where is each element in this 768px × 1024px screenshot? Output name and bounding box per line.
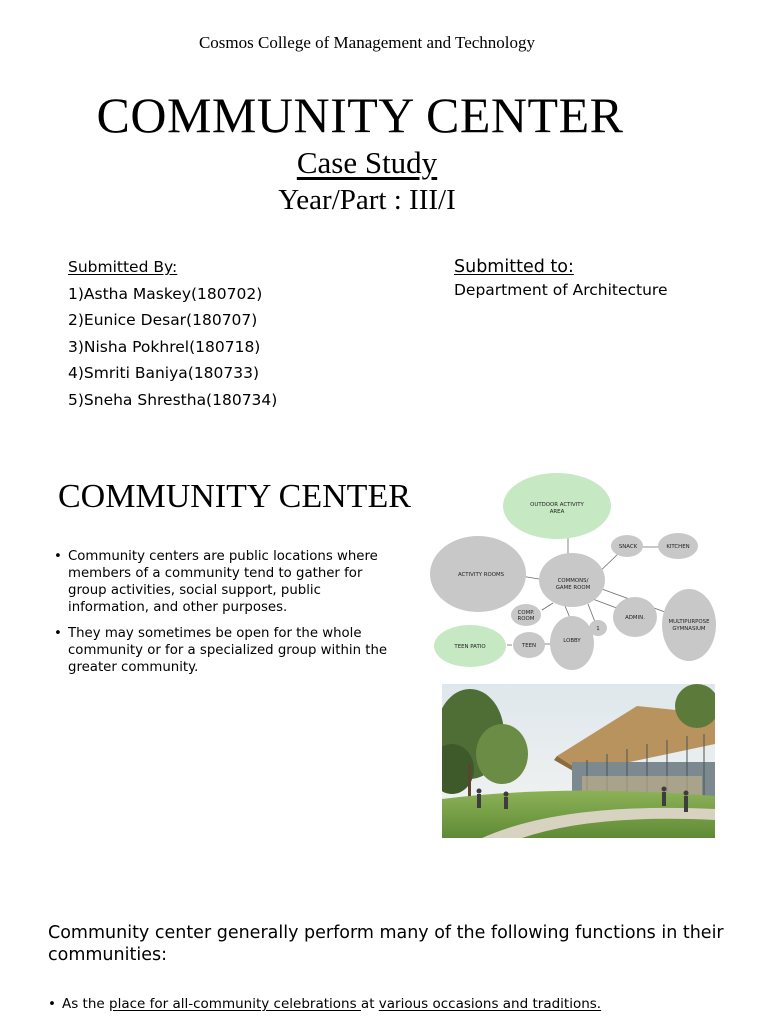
list-item: • They may sometimes be open for the whole community or for a specialized group within the greater community. <box>54 625 394 676</box>
year-part: Year/Part : III/I <box>278 184 456 216</box>
bubble-diagram <box>425 470 725 675</box>
label-kitchen: KITCHEN <box>666 544 690 550</box>
page-title: COMMUNITY CENTER <box>96 87 624 143</box>
submitted-by-heading: Submitted By: <box>68 258 178 276</box>
label-multi-2: GYMNASIUM <box>672 626 706 632</box>
item-prefix: As the <box>62 996 110 1012</box>
college-name: Cosmos College of Management and Technology <box>198 33 536 52</box>
community-center-rendering <box>442 684 715 838</box>
label-lobby: LOBBY <box>563 638 581 644</box>
label-commons-2: GAME ROOM <box>555 585 591 591</box>
celebrations-link[interactable]: place for all-community celebrations <box>109 996 361 1012</box>
label-snack: SNACK <box>618 544 638 550</box>
label-commons-1: COMMONS/ <box>557 578 589 584</box>
member-item: 1)Astha Maskey(180702) <box>68 284 263 303</box>
label-one: 1 <box>596 626 600 632</box>
submitted-by-block <box>68 254 277 413</box>
label-outdoor-2: AREA <box>549 509 565 515</box>
member-item: 5)Sneha Shrestha(180734) <box>68 390 278 409</box>
member-item: 2)Eunice Desar(180707) <box>68 311 258 329</box>
label-teen-patio: TEEN PATIO <box>454 644 486 650</box>
item-mid: at <box>360 996 379 1012</box>
list-item <box>48 994 728 1014</box>
member-item: 4)Smriti Baniya(180733) <box>68 364 260 382</box>
member-item: 3)Nisha Pokhrel(180718) <box>68 337 261 356</box>
label-outdoor-1: OUTDOOR ACTIVITY <box>530 502 584 508</box>
submitted-to-block <box>454 257 667 299</box>
multipurpose-bubble <box>662 589 716 661</box>
label-comp-2: ROOM <box>517 616 535 622</box>
label-teen: TEEN <box>521 643 537 649</box>
label-multi-1: MULTIPURPOSE <box>668 619 710 625</box>
functions-intro: Community center generally perform many of the following functions in their communities: <box>48 923 724 965</box>
case-study-subtitle: Case Study <box>296 145 438 180</box>
list-item: • Community centers are public locations where members of a community tend to gather for group activities, social support, public information, and other purposes. <box>54 548 394 616</box>
functions-list <box>48 994 728 1014</box>
submitted-to-heading: Submitted to: <box>454 257 574 277</box>
label-admin: ADMIN. <box>625 615 645 621</box>
definition-list <box>54 548 394 685</box>
section-title: COMMUNITY CENTER <box>58 478 411 515</box>
department-name: Department of Architecture <box>454 281 668 299</box>
label-comp-1: COMP. <box>517 610 535 616</box>
occasions-link[interactable]: various occasions and traditions. <box>378 996 602 1012</box>
label-activity: ACTIVITY ROOMS <box>457 572 505 578</box>
